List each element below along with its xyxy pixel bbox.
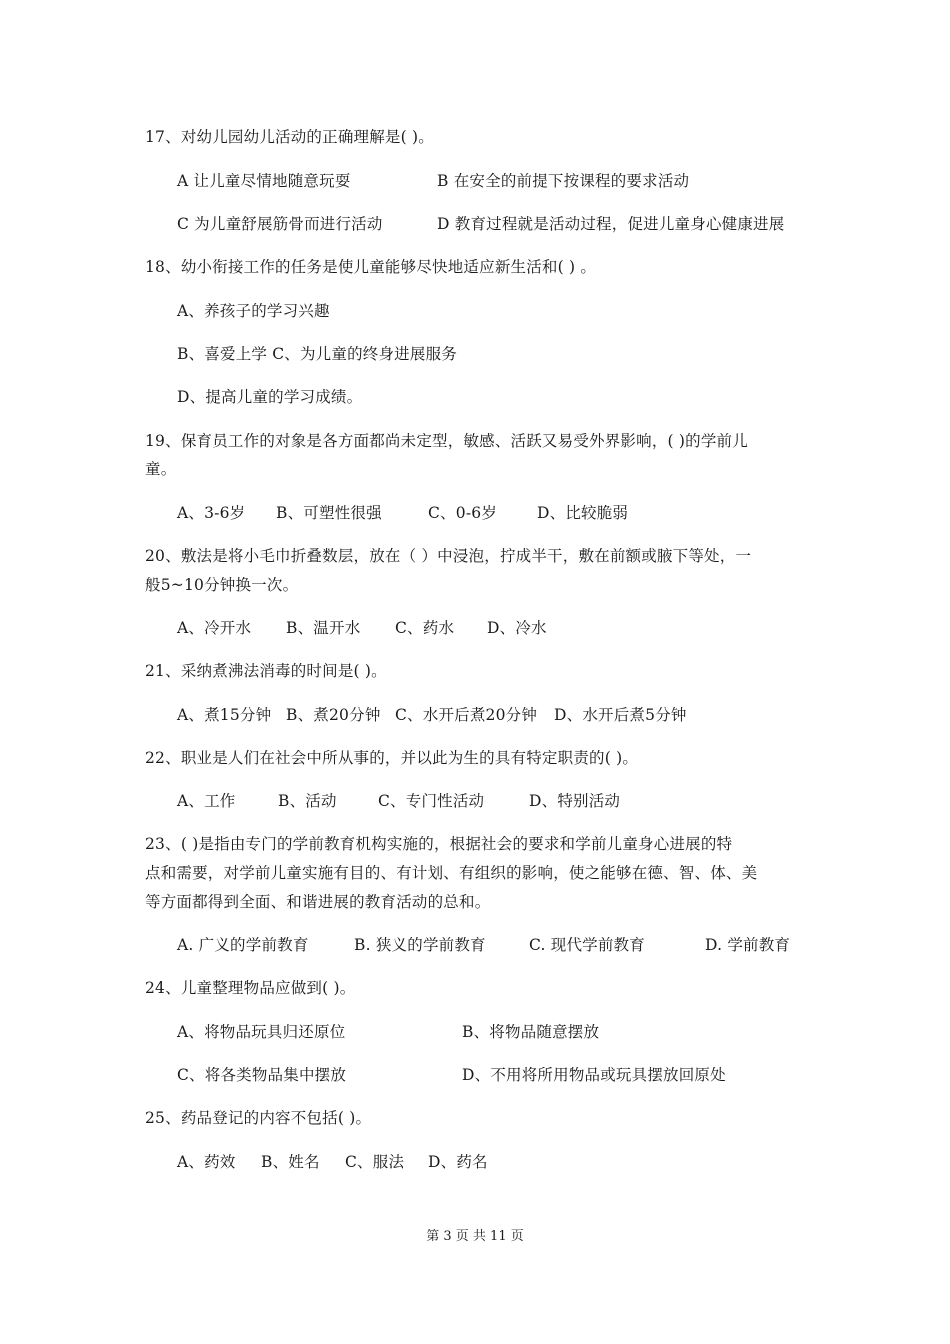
- question-20-stem-line2: 般5~10分钟换一次。: [145, 576, 299, 594]
- question-23-option-d: D. 学前教育: [705, 936, 791, 954]
- question-18-option-bc: B、喜爱上学 C、为儿童的终身进展服务: [177, 345, 457, 363]
- question-21-option-a: A、煮15分钟: [177, 706, 272, 724]
- question-21-stem: 21、采纳煮沸法消毒的时间是( )。: [145, 662, 387, 680]
- question-17-option-a: A 让儿童尽情地随意玩耍: [177, 172, 351, 190]
- question-18-option-a: A、养孩子的学习兴趣: [177, 302, 330, 320]
- question-19-stem-line1: 19、保育员工作的对象是各方面都尚未定型，敏感、活跃又易受外界影响，( )的学前儿: [145, 432, 748, 450]
- question-25-stem: 25、药品登记的内容不包括( )。: [145, 1109, 372, 1127]
- question-19-option-b: B、可塑性很强: [276, 504, 382, 522]
- question-17-option-d: D 教育过程就是活动过程，促进儿童身心健康进展: [437, 215, 785, 233]
- question-20-option-b: B、温开水: [286, 619, 361, 637]
- question-21-option-c: C、水开后煮20分钟: [395, 706, 538, 724]
- question-20-option-c: C、药水: [395, 619, 455, 637]
- question-22-option-c: C、专门性活动: [378, 792, 485, 810]
- question-24-option-a: A、将物品玩具归还原位: [177, 1023, 346, 1041]
- question-19-stem-line2: 童。: [145, 460, 177, 478]
- question-25-option-a: A、药效: [177, 1153, 236, 1171]
- question-22-option-d: D、特别活动: [529, 792, 621, 810]
- question-19-option-d: D、比较脆弱: [537, 504, 629, 522]
- question-23-stem-line2: 点和需要，对学前儿童实施有目的、有计划、有组织的影响，使之能够在德、智、体、美: [145, 864, 758, 882]
- question-24-stem: 24、儿童整理物品应做到( )。: [145, 979, 356, 997]
- question-18-stem: 18、幼小衔接工作的任务是使儿童能够尽快地适应新生活和( ) 。: [145, 258, 597, 276]
- question-23-option-b: B. 狭义的学前教育: [354, 936, 486, 954]
- question-23-stem-line3: 等方面都得到全面、和谐进展的教育活动的总和。: [145, 893, 491, 911]
- question-20-option-a: A、冷开水: [177, 619, 252, 637]
- question-21-option-d: D、水开后煮5分钟: [554, 706, 687, 724]
- question-20-stem-line1: 20、敷法是将小毛巾折叠数层，放在（ ）中浸泡，拧成半干，敷在前额或腋下等处，一: [145, 547, 752, 565]
- question-21-option-b: B、煮20分钟: [286, 706, 381, 724]
- question-25-option-b: B、姓名: [261, 1153, 320, 1171]
- question-25-option-c: C、服法: [345, 1153, 405, 1171]
- question-19-option-a: A、3-6岁: [177, 504, 246, 522]
- question-24-option-c: C、将各类物品集中摆放: [177, 1066, 347, 1084]
- question-24-option-d: D、不用将所用物品或玩具摆放回原处: [462, 1066, 726, 1084]
- question-20-option-d: D、冷水: [487, 619, 547, 637]
- question-25-option-d: D、药名: [428, 1153, 488, 1171]
- question-17-option-b: B 在安全的前提下按课程的要求活动: [437, 172, 690, 190]
- page-number-footer: 第 3 页 共 11 页: [426, 1229, 524, 1244]
- question-17-stem: 17、对幼儿园幼儿活动的正确理解是( )。: [145, 128, 434, 146]
- question-23-option-c: C. 现代学前教育: [529, 936, 645, 954]
- question-24-option-b: B、将物品随意摆放: [462, 1023, 600, 1041]
- question-22-option-b: B、活动: [278, 792, 337, 810]
- question-17-option-c: C 为儿童舒展筋骨而进行活动: [177, 215, 383, 233]
- question-19-option-c: C、0-6岁: [428, 504, 498, 522]
- question-18-option-d: D、提高儿童的学习成绩。: [177, 388, 363, 406]
- question-22-stem: 22、职业是人们在社会中所从事的，并以此为生的具有特定职责的( )。: [145, 749, 639, 767]
- question-23-stem-line1: 23、( )是指由专门的学前教育机构实施的，根据社会的要求和学前儿童身心进展的特: [145, 835, 733, 853]
- question-23-option-a: A. 广义的学前教育: [177, 936, 309, 954]
- question-22-option-a: A、工作: [177, 792, 236, 810]
